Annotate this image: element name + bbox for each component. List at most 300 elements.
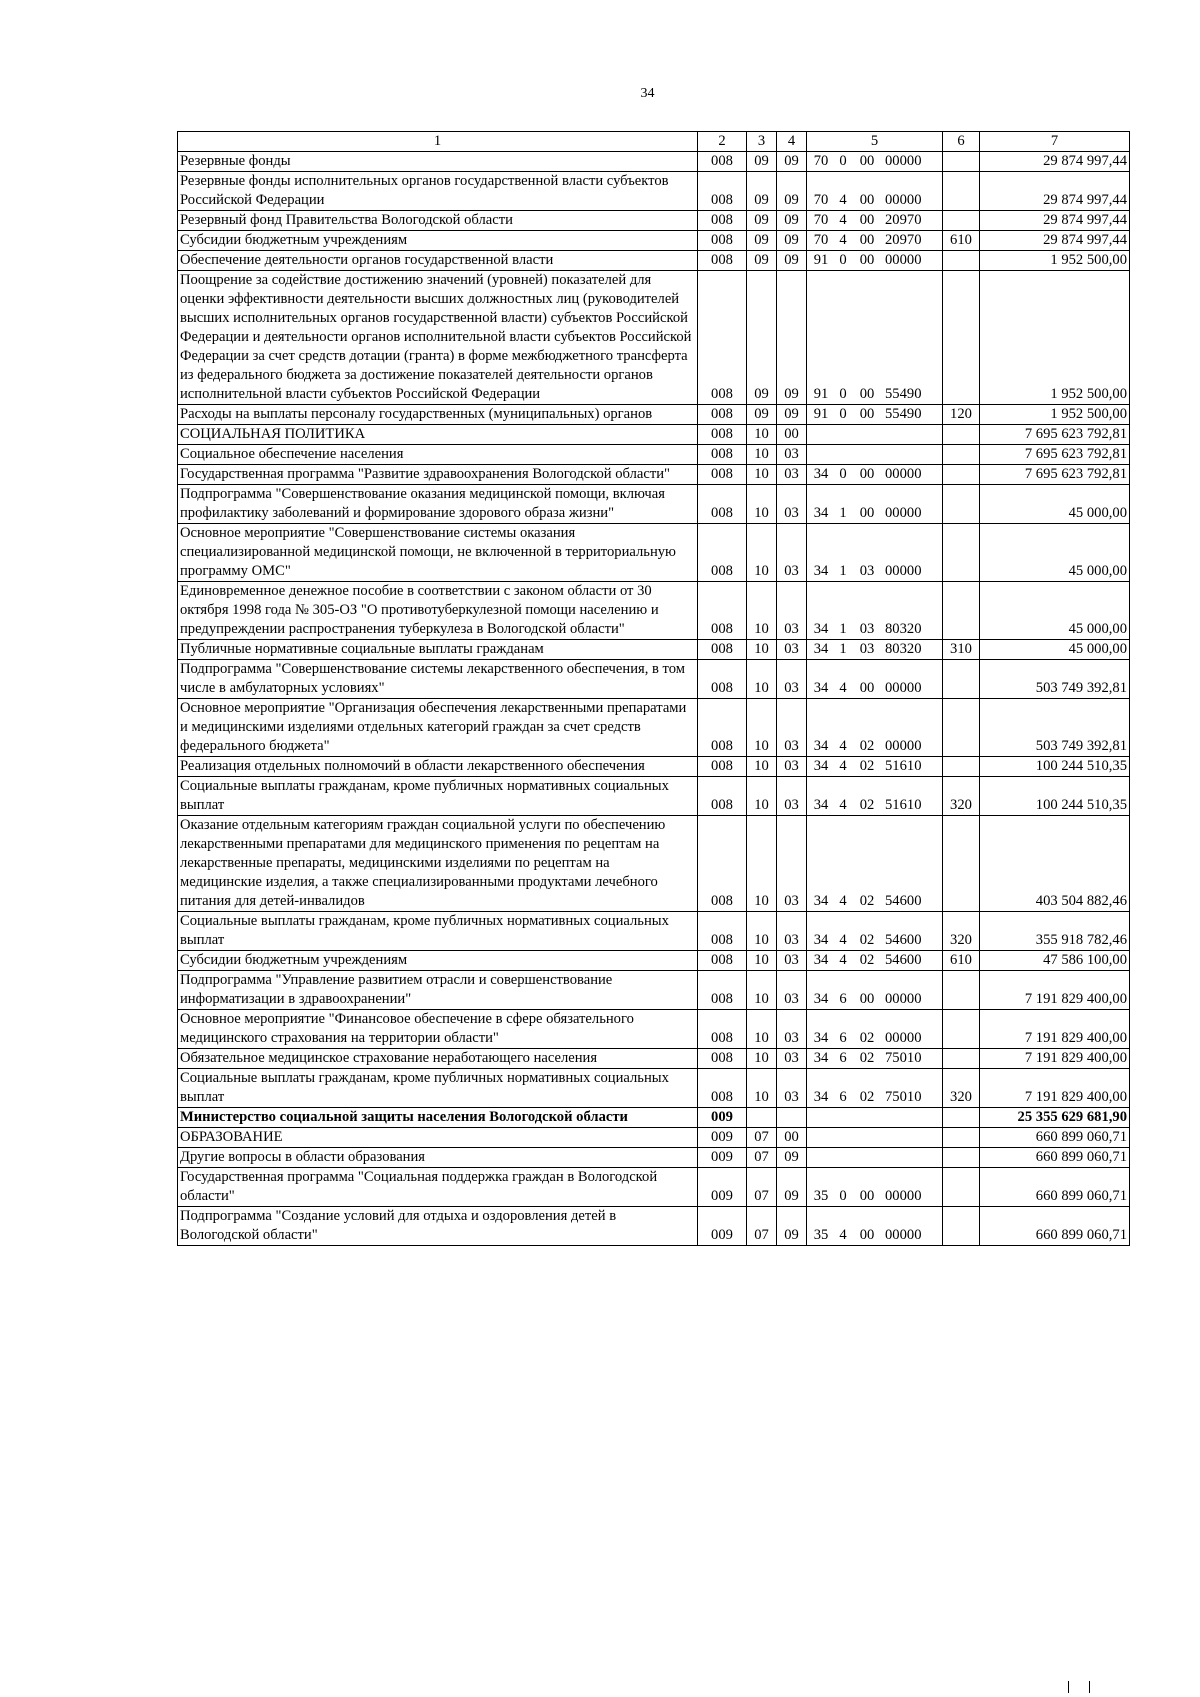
article-part-p2: 0 (839, 406, 847, 422)
article-part-p3: 00 (859, 192, 875, 208)
article-part-p3: 00 (859, 1188, 875, 1204)
cell-name: Поощрение за содействие достижению значений (уровней) показателей для оценки эффективности деятельности высших должностных лиц (руководителей высших исполнительных органов государственной власти) субъектов Российской Федерации и деятельности органов исполнительной власти субъектов Российской Федерации за счет средств дотации (гранта) в форме межбюджетного трансферта из федерального бюджета за достижение показателей деятельности органов исполнительной власти субъектов Российской Федерации (178, 271, 698, 405)
article-part-p4: 00000 (885, 466, 922, 482)
article-part-p4: 51610 (885, 797, 922, 813)
article-part-p1: 34 (813, 991, 829, 1007)
cell-c6 (943, 1168, 980, 1207)
cell-c2: 008 (698, 231, 747, 251)
article-part-p1: 70 (813, 192, 829, 208)
cell-c6 (943, 1108, 980, 1128)
cell-c4: 03 (777, 777, 807, 816)
table-row (178, 660, 1130, 699)
cell-name: Социальные выплаты гражданам, кроме публичных нормативных социальных выплат (178, 1069, 698, 1108)
cell-c4: 03 (777, 1069, 807, 1108)
cell-c2: 008 (698, 640, 747, 660)
cell-c7: 660 899 060,71 (980, 1168, 1130, 1207)
article-part-p4: 55490 (885, 386, 922, 402)
cell-c6: 310 (943, 640, 980, 660)
cell-c6: 610 (943, 951, 980, 971)
cell-c3: 10 (747, 660, 777, 699)
article-part-p1: 34 (813, 621, 829, 637)
table-row (178, 757, 1130, 777)
cell-c3: 10 (747, 777, 777, 816)
cell-c3: 07 (747, 1207, 777, 1246)
cell-name: Расходы на выплаты персоналу государственных (муниципальных) органов (178, 405, 698, 425)
cell-article-code (807, 582, 943, 640)
cell-c2: 009 (698, 1168, 747, 1207)
article-part-p4: 00000 (885, 680, 922, 696)
article-part-p2: 6 (839, 1050, 847, 1066)
article-part-p2: 6 (839, 1089, 847, 1105)
article-part-p3: 00 (859, 386, 875, 402)
cell-c3: 09 (747, 271, 777, 405)
table-row (178, 405, 1130, 425)
article-part-p1: 34 (813, 797, 829, 813)
cell-name: Министерство социальной защиты населения Вологодской области (178, 1108, 698, 1128)
article-part-p1: 35 (813, 1227, 829, 1243)
cell-c3: 10 (747, 1069, 777, 1108)
cell-name: Субсидии бюджетным учреждениям (178, 231, 698, 251)
cell-name: Подпрограмма "Совершенствование системы лекарственного обеспечения, в том числе в амбулаторных условиях" (178, 660, 698, 699)
cell-c7: 355 918 782,46 (980, 912, 1130, 951)
article-part-p2: 4 (839, 1227, 847, 1243)
article-part-p2: 0 (839, 386, 847, 402)
article-part-p4: 00000 (885, 563, 922, 579)
cell-c3: 07 (747, 1128, 777, 1148)
cell-c4: 09 (777, 1168, 807, 1207)
article-part-p2: 0 (839, 252, 847, 268)
cell-c7: 7 695 623 792,81 (980, 425, 1130, 445)
article-part-p4: 75010 (885, 1050, 922, 1066)
cell-name: Другие вопросы в области образования (178, 1148, 698, 1168)
cell-c7: 503 749 392,81 (980, 699, 1130, 757)
cell-c3: 09 (747, 172, 777, 211)
article-part-p4: 51610 (885, 758, 922, 774)
cell-c3: 09 (747, 211, 777, 231)
article-part-p2: 6 (839, 991, 847, 1007)
cell-article-code (807, 1049, 943, 1069)
cell-c7: 660 899 060,71 (980, 1128, 1130, 1148)
article-part-p4: 00000 (885, 1188, 922, 1204)
article-part-p3: 02 (859, 893, 875, 909)
cell-c7: 45 000,00 (980, 485, 1130, 524)
cell-article-code (807, 912, 943, 951)
article-part-p3: 00 (859, 680, 875, 696)
cell-c4: 03 (777, 951, 807, 971)
cell-article-code (807, 152, 943, 172)
cell-c3: 10 (747, 816, 777, 912)
cell-c7: 503 749 392,81 (980, 660, 1130, 699)
table-row (178, 912, 1130, 951)
table-row (178, 445, 1130, 465)
cell-c2: 008 (698, 485, 747, 524)
cell-c4: 03 (777, 699, 807, 757)
article-part-p3: 03 (859, 621, 875, 637)
cell-c2: 008 (698, 1069, 747, 1108)
cell-c4: 03 (777, 640, 807, 660)
article-part-p4: 00000 (885, 1030, 922, 1046)
cell-article-code (807, 445, 943, 465)
table-row (178, 152, 1130, 172)
cell-c6: 610 (943, 231, 980, 251)
cell-c6 (943, 1128, 980, 1148)
article-part-p3: 00 (859, 466, 875, 482)
table-row (178, 640, 1130, 660)
cell-c6: 320 (943, 1069, 980, 1108)
cell-c4: 09 (777, 211, 807, 231)
cell-c7: 100 244 510,35 (980, 757, 1130, 777)
cell-c7: 7 191 829 400,00 (980, 971, 1130, 1010)
article-part-p1: 70 (813, 232, 829, 248)
table-row (178, 777, 1130, 816)
cell-c7: 47 586 100,00 (980, 951, 1130, 971)
cell-c6 (943, 465, 980, 485)
article-part-p3: 02 (859, 1089, 875, 1105)
cell-c3: 10 (747, 445, 777, 465)
cell-name: Резервные фонды исполнительных органов государственной власти субъектов Российской Федерации (178, 172, 698, 211)
article-part-p2: 4 (839, 232, 847, 248)
table-row (178, 1148, 1130, 1168)
cell-c2: 008 (698, 1010, 747, 1049)
cell-c2: 008 (698, 1049, 747, 1069)
cell-article-code (807, 465, 943, 485)
cell-c2: 008 (698, 777, 747, 816)
article-part-p3: 02 (859, 797, 875, 813)
table-row (178, 1049, 1130, 1069)
article-part-p4: 20970 (885, 232, 922, 248)
cell-c3: 10 (747, 757, 777, 777)
cell-c6: 120 (943, 405, 980, 425)
article-part-p1: 34 (813, 1030, 829, 1046)
article-part-p4: 00000 (885, 252, 922, 268)
article-part-p4: 00000 (885, 991, 922, 1007)
cell-c7: 29 874 997,44 (980, 211, 1130, 231)
article-part-p1: 34 (813, 1089, 829, 1105)
cell-name: Подпрограмма "Создание условий для отдыха и оздоровления детей в Вологодской области" (178, 1207, 698, 1246)
cell-c7: 45 000,00 (980, 524, 1130, 582)
cell-c3: 10 (747, 485, 777, 524)
cell-c6 (943, 524, 980, 582)
article-part-p2: 0 (839, 466, 847, 482)
table-row (178, 971, 1130, 1010)
cell-name: Публичные нормативные социальные выплаты гражданам (178, 640, 698, 660)
table-row (178, 524, 1130, 582)
cell-name: СОЦИАЛЬНАЯ ПОЛИТИКА (178, 425, 698, 445)
cell-name: Субсидии бюджетным учреждениям (178, 951, 698, 971)
cell-c2: 008 (698, 757, 747, 777)
cell-c3: 07 (747, 1168, 777, 1207)
cell-c6 (943, 425, 980, 445)
article-part-p2: 6 (839, 1030, 847, 1046)
article-part-p3: 00 (859, 1227, 875, 1243)
table-row (178, 172, 1130, 211)
article-part-p3: 02 (859, 1030, 875, 1046)
header-cell: 6 (943, 132, 980, 152)
cell-c3: 10 (747, 699, 777, 757)
cell-name: Социальное обеспечение населения (178, 445, 698, 465)
budget-table (177, 131, 1130, 1246)
header-cell: 7 (980, 132, 1130, 152)
cell-c6 (943, 1049, 980, 1069)
cell-c7: 7 191 829 400,00 (980, 1069, 1130, 1108)
article-part-p1: 91 (813, 252, 829, 268)
cell-c2: 009 (698, 1148, 747, 1168)
article-part-p4: 54600 (885, 952, 922, 968)
cell-c7: 29 874 997,44 (980, 172, 1130, 211)
cell-c2: 008 (698, 816, 747, 912)
article-part-p3: 02 (859, 758, 875, 774)
cell-article-code (807, 1148, 943, 1168)
cell-c7: 403 504 882,46 (980, 816, 1130, 912)
cell-c2: 009 (698, 1128, 747, 1148)
article-part-p4: 55490 (885, 406, 922, 422)
cell-c2: 008 (698, 405, 747, 425)
cell-c4: 09 (777, 172, 807, 211)
cell-c3: 10 (747, 1049, 777, 1069)
article-part-p2: 4 (839, 680, 847, 696)
cell-c3 (747, 1108, 777, 1128)
cell-article-code (807, 699, 943, 757)
cell-c3: 09 (747, 405, 777, 425)
article-part-p2: 0 (839, 153, 847, 169)
cell-article-code (807, 172, 943, 211)
article-part-p4: 54600 (885, 932, 922, 948)
cell-name: ОБРАЗОВАНИЕ (178, 1128, 698, 1148)
cell-article-code (807, 971, 943, 1010)
cell-c7: 660 899 060,71 (980, 1207, 1130, 1246)
cell-article-code (807, 640, 943, 660)
cell-c2: 008 (698, 251, 747, 271)
cell-c3: 10 (747, 971, 777, 1010)
cell-article-code (807, 485, 943, 524)
article-part-p1: 34 (813, 466, 829, 482)
cell-name: Социальные выплаты гражданам, кроме публичных нормативных социальных выплат (178, 777, 698, 816)
cell-c7: 29 874 997,44 (980, 152, 1130, 172)
article-part-p4: 00000 (885, 505, 922, 521)
cell-c6 (943, 699, 980, 757)
cell-c6 (943, 971, 980, 1010)
cell-c2: 008 (698, 524, 747, 582)
article-part-p1: 91 (813, 386, 829, 402)
cell-c3: 10 (747, 951, 777, 971)
cell-c6 (943, 660, 980, 699)
table-row (178, 1108, 1130, 1128)
cell-name: Единовременное денежное пособие в соответствии с законом области от 30 октября 1998 года № 305-ОЗ "О противотуберкулезной помощи населению и предупреждении распространения туберкулеза в Вологодской области" (178, 582, 698, 640)
cell-c7: 1 952 500,00 (980, 251, 1130, 271)
page-number: 34 (640, 86, 655, 101)
cell-c3: 09 (747, 231, 777, 251)
corner-mark (1068, 1681, 1090, 1693)
cell-article-code (807, 660, 943, 699)
article-part-p2: 4 (839, 738, 847, 754)
cell-name: Основное мероприятие "Финансовое обеспечение в сфере обязательного медицинского страхования на территории области" (178, 1010, 698, 1049)
table-row (178, 1168, 1130, 1207)
cell-c6 (943, 582, 980, 640)
cell-article-code (807, 271, 943, 405)
header-row (178, 132, 1130, 152)
table-row (178, 816, 1130, 912)
table-row (178, 425, 1130, 445)
cell-c4: 09 (777, 251, 807, 271)
article-part-p2: 4 (839, 797, 847, 813)
cell-name: Государственная программа "Развитие здравоохранения Вологодской области" (178, 465, 698, 485)
cell-article-code (807, 425, 943, 445)
table-row (178, 465, 1130, 485)
cell-c2: 008 (698, 912, 747, 951)
cell-c6 (943, 1148, 980, 1168)
article-part-p2: 4 (839, 212, 847, 228)
header-cell: 2 (698, 132, 747, 152)
article-part-p1: 34 (813, 680, 829, 696)
cell-c4: 03 (777, 485, 807, 524)
cell-article-code (807, 524, 943, 582)
cell-c7: 7 695 623 792,81 (980, 445, 1130, 465)
article-part-p3: 00 (859, 252, 875, 268)
cell-c3: 09 (747, 152, 777, 172)
cell-c6 (943, 211, 980, 231)
table-row (178, 582, 1130, 640)
cell-name: Основное мероприятие "Организация обеспечения лекарственными препаратами и медицинскими изделиями отдельных категорий граждан за счет средств федерального бюджета" (178, 699, 698, 757)
article-part-p3: 00 (859, 212, 875, 228)
cell-c4: 03 (777, 971, 807, 1010)
cell-article-code (807, 211, 943, 231)
cell-c7: 45 000,00 (980, 582, 1130, 640)
cell-c3: 10 (747, 524, 777, 582)
cell-article-code (807, 1168, 943, 1207)
cell-c3: 10 (747, 582, 777, 640)
article-part-p2: 0 (839, 1188, 847, 1204)
cell-c2: 008 (698, 445, 747, 465)
cell-c6: 320 (943, 912, 980, 951)
cell-c2: 008 (698, 172, 747, 211)
cell-article-code (807, 1069, 943, 1108)
cell-c3: 07 (747, 1148, 777, 1168)
cell-c7: 25 355 629 681,90 (980, 1108, 1130, 1128)
header-cell: 3 (747, 132, 777, 152)
cell-name: Резервный фонд Правительства Вологодской области (178, 211, 698, 231)
cell-c4: 09 (777, 271, 807, 405)
cell-c7: 7 191 829 400,00 (980, 1049, 1130, 1069)
article-part-p2: 1 (839, 505, 847, 521)
article-part-p3: 00 (859, 232, 875, 248)
cell-c2: 008 (698, 152, 747, 172)
article-part-p4: 00000 (885, 1227, 922, 1243)
cell-c2: 008 (698, 971, 747, 1010)
table-row (178, 951, 1130, 971)
article-part-p3: 02 (859, 1050, 875, 1066)
article-part-p4: 80320 (885, 641, 922, 657)
cell-name: Обеспечение деятельности органов государственной власти (178, 251, 698, 271)
cell-c7: 7 191 829 400,00 (980, 1010, 1130, 1049)
article-part-p4: 75010 (885, 1089, 922, 1105)
article-part-p1: 34 (813, 893, 829, 909)
cell-c4: 09 (777, 231, 807, 251)
cell-c2: 008 (698, 660, 747, 699)
cell-name: Резервные фонды (178, 152, 698, 172)
cell-c3: 10 (747, 912, 777, 951)
cell-c6 (943, 1207, 980, 1246)
cell-c4: 03 (777, 912, 807, 951)
cell-c2: 009 (698, 1207, 747, 1246)
cell-c3: 09 (747, 251, 777, 271)
table-row (178, 251, 1130, 271)
cell-c7: 7 695 623 792,81 (980, 465, 1130, 485)
cell-c4: 00 (777, 425, 807, 445)
cell-c2: 008 (698, 271, 747, 405)
article-part-p1: 34 (813, 563, 829, 579)
cell-c7: 45 000,00 (980, 640, 1130, 660)
article-part-p4: 00000 (885, 738, 922, 754)
cell-c2: 008 (698, 951, 747, 971)
article-part-p1: 34 (813, 641, 829, 657)
cell-c2: 008 (698, 699, 747, 757)
article-part-p1: 34 (813, 932, 829, 948)
cell-c6 (943, 271, 980, 405)
cell-c4: 03 (777, 757, 807, 777)
article-part-p4: 00000 (885, 153, 922, 169)
cell-c6 (943, 251, 980, 271)
cell-c4 (777, 1108, 807, 1128)
cell-article-code (807, 1128, 943, 1148)
cell-article-code (807, 777, 943, 816)
cell-c7: 1 952 500,00 (980, 271, 1130, 405)
article-part-p3: 00 (859, 505, 875, 521)
article-part-p4: 00000 (885, 192, 922, 208)
cell-article-code (807, 405, 943, 425)
article-part-p4: 54600 (885, 893, 922, 909)
cell-c4: 03 (777, 1010, 807, 1049)
cell-c6 (943, 172, 980, 211)
cell-c6: 320 (943, 777, 980, 816)
article-part-p2: 1 (839, 621, 847, 637)
table-row (178, 1069, 1130, 1108)
cell-c7: 29 874 997,44 (980, 231, 1130, 251)
article-part-p3: 00 (859, 153, 875, 169)
cell-name: Подпрограмма "Управление развитием отрасли и совершенствование информатизации в здравоохранении" (178, 971, 698, 1010)
cell-name: Государственная программа "Социальная поддержка граждан в Вологодской области" (178, 1168, 698, 1207)
article-part-p2: 4 (839, 952, 847, 968)
article-part-p2: 1 (839, 563, 847, 579)
cell-article-code (807, 1010, 943, 1049)
cell-c6 (943, 485, 980, 524)
cell-article-code (807, 757, 943, 777)
cell-name: Основное мероприятие "Совершенствование системы оказания специализированной медицинской помощи, не включенной в территориальную программу ОМС" (178, 524, 698, 582)
cell-c3: 10 (747, 425, 777, 445)
cell-article-code (807, 251, 943, 271)
cell-c2: 008 (698, 425, 747, 445)
cell-c4: 09 (777, 152, 807, 172)
table-row (178, 1128, 1130, 1148)
article-part-p1: 34 (813, 952, 829, 968)
table-row (178, 485, 1130, 524)
cell-article-code (807, 951, 943, 971)
cell-name: Обязательное медицинское страхование неработающего населения (178, 1049, 698, 1069)
article-part-p4: 80320 (885, 621, 922, 637)
article-part-p3: 03 (859, 563, 875, 579)
table-row (178, 271, 1130, 405)
header-cell: 1 (178, 132, 698, 152)
cell-c2: 008 (698, 211, 747, 231)
cell-article-code (807, 816, 943, 912)
cell-c4: 03 (777, 816, 807, 912)
cell-c4: 09 (777, 1207, 807, 1246)
article-part-p1: 34 (813, 505, 829, 521)
cell-c4: 03 (777, 660, 807, 699)
header-cell: 4 (777, 132, 807, 152)
article-part-p1: 35 (813, 1188, 829, 1204)
article-part-p1: 34 (813, 738, 829, 754)
cell-c4: 03 (777, 524, 807, 582)
